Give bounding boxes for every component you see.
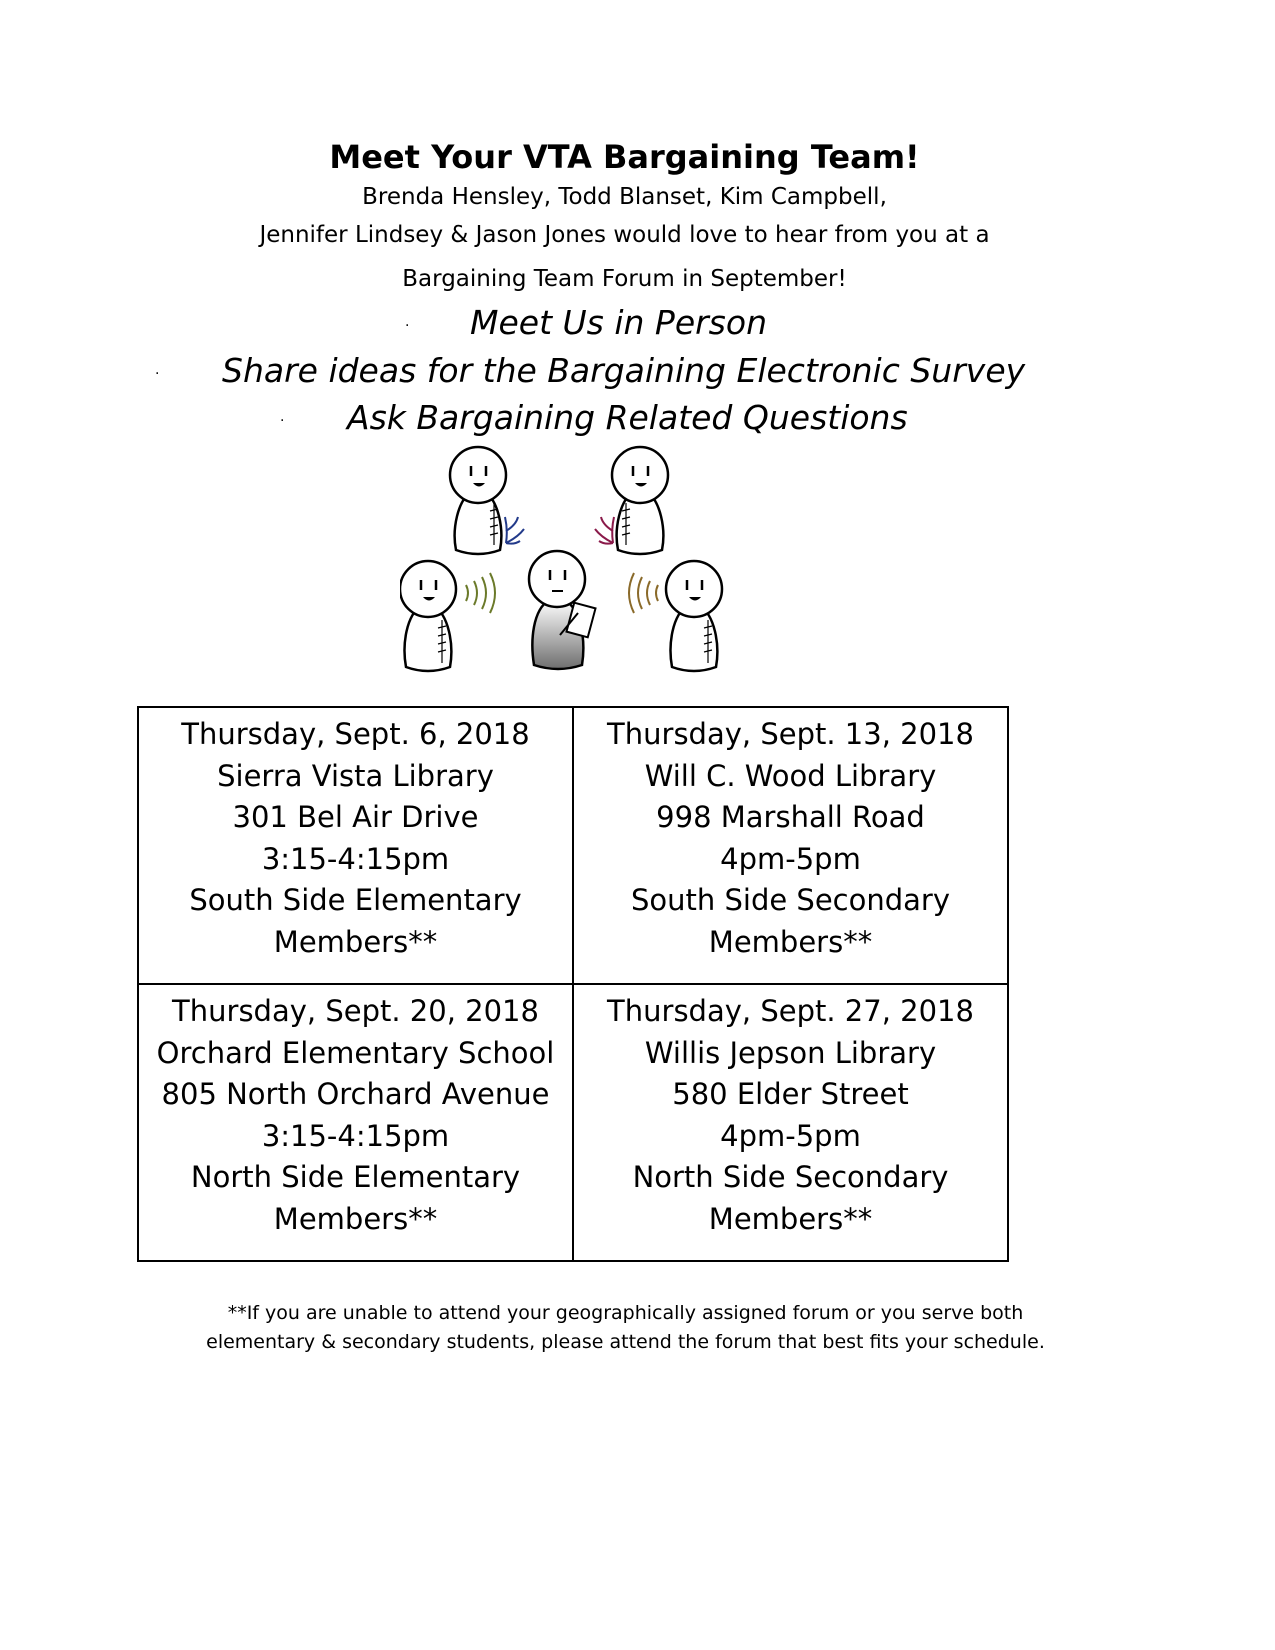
schedule-cell-sept-6: [138, 707, 573, 984]
footnote-line-1: **If you are unable to attend your geographically assigned forum or you serve both: [227, 1302, 1024, 1324]
figure-bottom-right: [629, 561, 722, 671]
schedule-row: [138, 707, 1008, 984]
forum-schedule-table: [137, 706, 1009, 1262]
schedule-cell-sept-20: [138, 984, 573, 1261]
team-names-line-3: Bargaining Team Forum in September!: [402, 266, 847, 292]
forum-time: 4pm-5pm: [720, 1118, 861, 1153]
forum-time: 3:15-4:15pm: [261, 1118, 450, 1153]
forum-group: North Side Elementary: [190, 1160, 521, 1194]
forum-group: South Side Secondary: [630, 883, 950, 917]
page-title: Meet Your VTA Bargaining Team!: [329, 138, 920, 176]
schedule-row: [138, 984, 1008, 1261]
figure-bottom-center: [529, 551, 596, 669]
forum-group: South Side Elementary: [189, 883, 522, 917]
forum-time: 3:15-4:15pm: [261, 841, 450, 876]
forum-location: Will C. Wood Library: [644, 758, 937, 793]
forum-date: Thursday, Sept. 27, 2018: [607, 994, 974, 1028]
forum-date: Thursday, Sept. 6, 2018: [181, 717, 530, 751]
forum-location: Willis Jepson Library: [644, 1035, 937, 1070]
forum-address: 301 Bel Air Drive: [232, 800, 479, 834]
bullet-item-meet-in-person: Meet Us in Person: [470, 303, 767, 342]
figure-bottom-left: [400, 561, 495, 671]
forum-group: North Side Secondary: [632, 1160, 949, 1194]
forum-time: 4pm-5pm: [720, 841, 861, 876]
forum-address: 805 North Orchard Avenue: [161, 1077, 550, 1111]
bullet-marker: ·: [280, 413, 285, 429]
forum-date: Thursday, Sept. 20, 2018: [172, 994, 539, 1028]
forum-address: 998 Marshall Road: [656, 800, 925, 834]
bullet-item-ask-questions: Ask Bargaining Related Questions: [347, 398, 908, 437]
team-discussion-illustration: [400, 445, 780, 685]
figure-top-right: [595, 447, 668, 554]
team-names-line-2: Jennifer Lindsey & Jason Jones would love to hear from you at a: [259, 222, 990, 248]
forum-members: Members**: [273, 924, 438, 959]
forum-location: Orchard Elementary School: [156, 1035, 555, 1070]
forum-location: Sierra Vista Library: [217, 758, 494, 793]
figure-top-left: [450, 447, 524, 554]
schedule-cell-sept-13: [573, 707, 1008, 984]
forum-members: Members**: [273, 1201, 438, 1236]
team-names-line-1: Brenda Hensley, Todd Blanset, Kim Campbell,: [362, 184, 887, 210]
footnote-line-2: elementary & secondary students, please attend the forum that best fits your schedule.: [206, 1331, 1045, 1353]
schedule-cell-sept-27: [573, 984, 1008, 1261]
bullet-marker: ·: [405, 318, 410, 334]
forum-date: Thursday, Sept. 13, 2018: [607, 717, 974, 751]
forum-address: 580 Elder Street: [672, 1077, 909, 1111]
bullet-item-share-ideas: Share ideas for the Bargaining Electronic Survey: [222, 351, 1026, 390]
bullet-marker: ·: [155, 366, 160, 382]
forum-members: Members**: [708, 1201, 873, 1236]
forum-members: Members**: [708, 924, 873, 959]
